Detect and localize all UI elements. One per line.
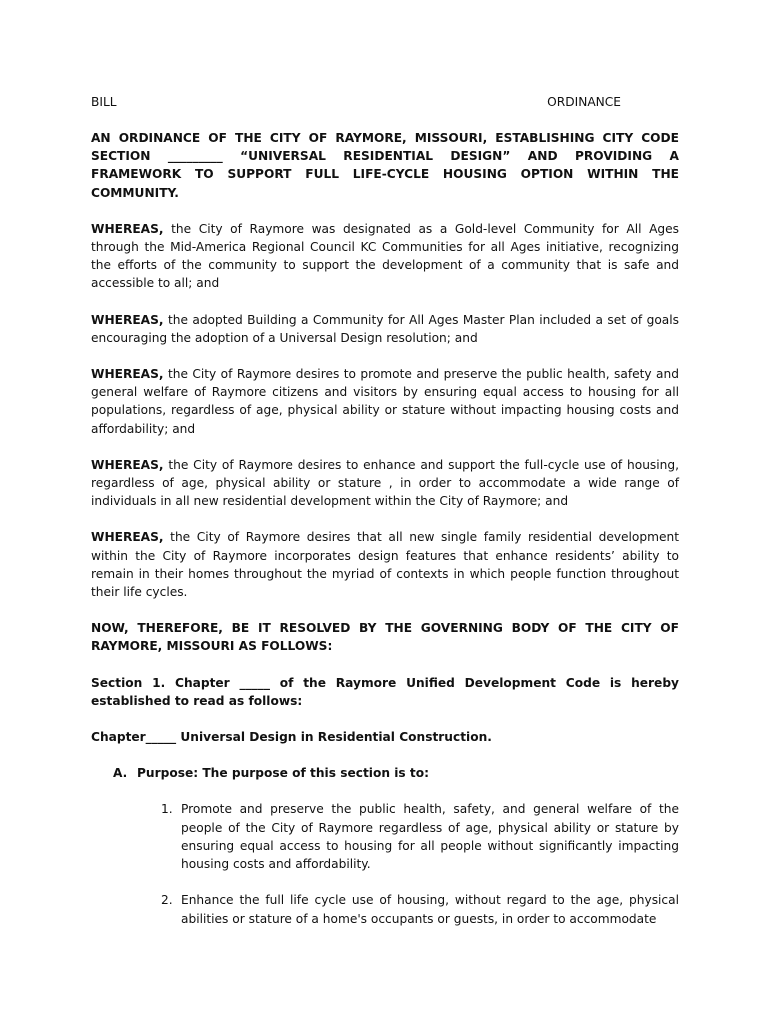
resolved-clause: NOW, THEREFORE, BE IT RESOLVED BY THE GOVERNING BODY OF THE CITY OF RAYMORE, MISSOURI AS FOLLOWS: <box>91 621 679 654</box>
list-item-text: Enhance the full life cycle use of housing, without regard to the age, physical abilities or stature of a home's occupants or guests, in order to accommodate <box>181 893 679 926</box>
purpose-text: Purpose: The purpose of this section is to: <box>137 766 430 781</box>
list-item <box>161 800 679 873</box>
whereas-clause-2 <box>91 311 679 347</box>
list-item-number: 1. <box>161 802 173 817</box>
header-row <box>91 93 679 111</box>
whereas-text: the City of Raymore desires to enhance and support the full-cycle use of housing, regardless of age, physical ability or stature , in order to accommodate a wide range of individuals in all new residential development within the City of Raymore; and <box>91 457 679 509</box>
section-1-heading: Section 1. Chapter _____ of the Raymore Unified Development Code is hereby established to read as follows: <box>91 675 679 708</box>
ordinance-label: ORDINANCE <box>547 95 621 109</box>
whereas-clause-4 <box>91 456 679 511</box>
ordinance-title: AN ORDINANCE OF THE CITY OF RAYMORE, MISSOURI, ESTABLISHING CITY CODE SECTION _________ “UNIVERSAL RESIDENTIAL DESIGN” AND PROVIDING A FRAMEWORK TO SUPPORT FULL LIFE-CYCLE HOUSING OPTION WITHIN THE COMMUNITY. <box>91 131 679 200</box>
whereas-text: the City of Raymore was designated as a Gold-level Community for All Ages through the Mid-America Regional Council KC Communities for all Ages initiative, recognizing the efforts of the community to support the development of a community that is safe and accessible to all; and <box>91 221 679 291</box>
chapter-heading: Chapter_____ Universal Design in Residential Construction. <box>91 730 492 745</box>
whereas-label: WHEREAS, <box>91 457 164 472</box>
whereas-label: WHEREAS, <box>91 367 164 382</box>
whereas-label: WHEREAS, <box>91 221 164 236</box>
list-item-number: 2. <box>161 893 173 908</box>
whereas-text: the adopted Building a Community for All Ages Master Plan included a set of goals encouraging the adoption of a Universal Design resolution; and <box>91 312 679 345</box>
list-item <box>161 891 679 927</box>
whereas-text: the City of Raymore desires that all new single family residential development within the City of Raymore incorporates design features that enhance residents’ ability to remain in their homes throughout the myriad of contexts in which people function throughout their life cycles. <box>91 530 679 600</box>
whereas-clause-1 <box>91 220 679 293</box>
whereas-text: the City of Raymore desires to promote and preserve the public health, safety and general welfare of Raymore citizens and visitors by ensuring equal access to housing for all populations, regardless of age, physical ability or stature without impacting housing costs and affordability; and <box>91 367 679 436</box>
bill-label: BILL <box>91 95 117 109</box>
purpose-letter: A. <box>113 766 128 781</box>
whereas-label: WHEREAS, <box>91 312 164 327</box>
whereas-clause-5 <box>91 528 679 601</box>
purpose-list <box>91 800 679 927</box>
whereas-clause-3 <box>91 365 679 438</box>
purpose-heading <box>113 764 679 782</box>
whereas-label: WHEREAS, <box>91 530 164 545</box>
list-item-text: Promote and preserve the public health, safety, and general welfare of the people of the City of Raymore regardless of age, physical ability or stature by ensuring equal access to housing for all people without significantly impacting housing costs and affordability. <box>181 802 679 872</box>
